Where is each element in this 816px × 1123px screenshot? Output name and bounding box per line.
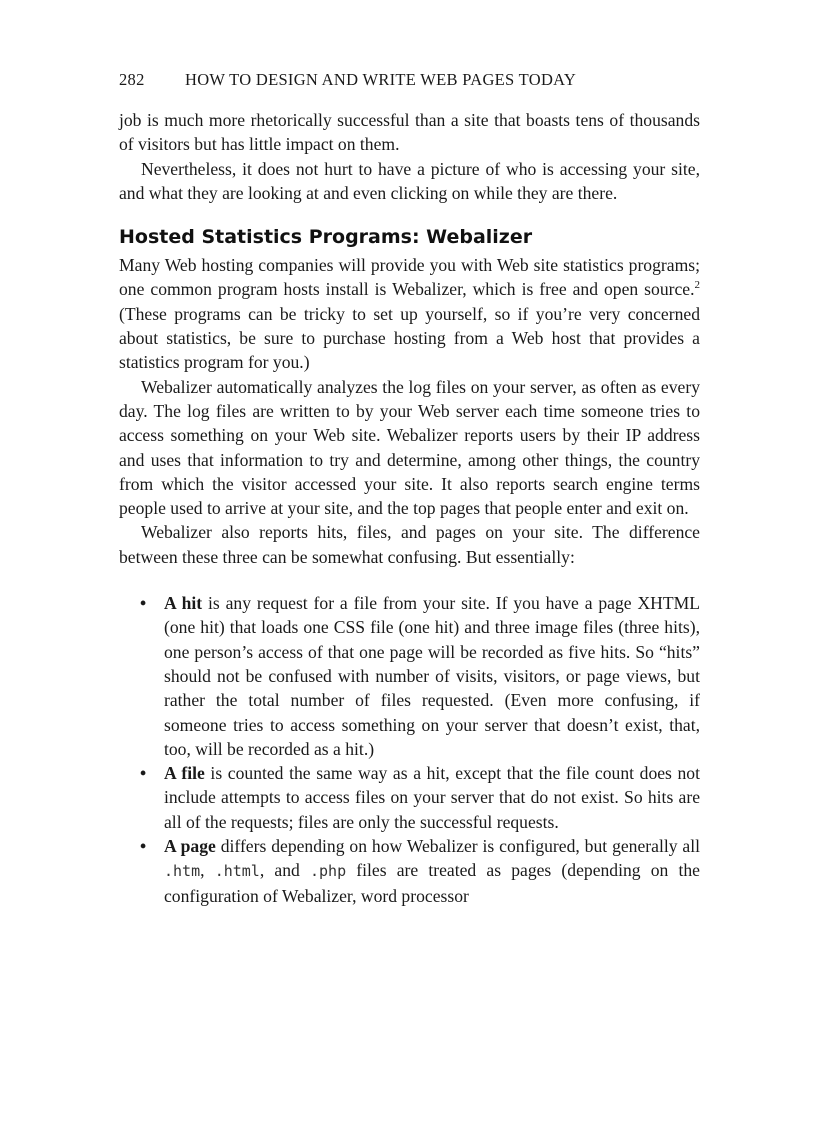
bullet-icon: • xyxy=(140,763,147,784)
definition-text: differs depending on how Webalizer is configured, but generally all xyxy=(215,836,700,857)
body-text xyxy=(119,108,700,908)
paragraph: Nevertheless, it does not hurt to have a picture of who is accessing your site, and what they are looking at and even clicking on while they are there. xyxy=(119,158,700,203)
definition-text: is counted the same way as a hit, except that the file count does not include attempts to access files on your server that do not exist. So hits are all of the requests; files are only the successful requests. xyxy=(164,763,700,832)
list-item-hit xyxy=(140,591,700,761)
running-header xyxy=(119,70,700,94)
code-htm: .htm xyxy=(164,862,201,881)
separator: , xyxy=(200,860,215,881)
section-heading: Hosted Statistics Programs: Webalizer xyxy=(119,226,533,249)
term: A page xyxy=(164,836,216,857)
paragraph-text: Many Web hosting companies will provide you with Web site statistics programs; one common program hosts install is Webalizer, which is free and open source. xyxy=(119,255,700,300)
running-title: HOW TO DESIGN AND WRITE WEB PAGES TODAY xyxy=(185,70,577,89)
paragraph: Webalizer also reports hits, files, and pages on your site. The difference between these three can be somewhat confusing. But essentially: xyxy=(119,522,700,567)
definition-list xyxy=(119,591,700,908)
paragraph-text: (These programs can be tricky to set up yourself, so if you’re very concerned about statistics, be sure to purchase hosting from a Web host that provides a statistics program for you.) xyxy=(119,303,700,373)
book-page xyxy=(119,70,700,908)
code-php: .php xyxy=(309,862,347,881)
bullet-icon: • xyxy=(140,593,147,614)
definition-text: is any request for a file from your site. If you have a page XHTML (one hit) that loads one CSS file (one hit) and three image files (three hits), one person’s access of that one page will be recorded as five hits. So “hits” should not be confused with number of visits, visitors, or page views, but rather the total number of files requested. (Even more confusing, if someone tries to access something on your server that doesn’t exist, that, too, will be recorded as a hit.) xyxy=(164,593,700,759)
definition-text: files are treated as pages (depending on the configuration of Webalizer, word processor xyxy=(164,860,700,906)
paragraph xyxy=(119,253,700,374)
list-item-page xyxy=(140,834,700,908)
list-item-file xyxy=(140,761,700,834)
term: A file xyxy=(164,763,205,784)
code-html: .html xyxy=(214,862,260,881)
term: A hit xyxy=(164,593,203,614)
page-number: 282 xyxy=(119,70,145,89)
paragraph: job is much more rhetorically successful than a site that boasts tens of thousands of visitors but has little impact on them. xyxy=(119,110,700,155)
separator: , and xyxy=(259,860,310,881)
paragraph: Webalizer automatically analyzes the log files on your server, as often as every day. The log files are written to by your Web server each time someone tries to access something on your Web site. Webalizer reports users by their IP address and uses that information to try and determine, among other things, the country from which the visitor accessed your site. It also reports search engine terms people used to arrive at your site, and the top pages that people enter and exit on. xyxy=(119,376,700,519)
bullet-icon: • xyxy=(140,836,147,857)
footnote-marker[interactable]: 2 xyxy=(694,279,700,292)
